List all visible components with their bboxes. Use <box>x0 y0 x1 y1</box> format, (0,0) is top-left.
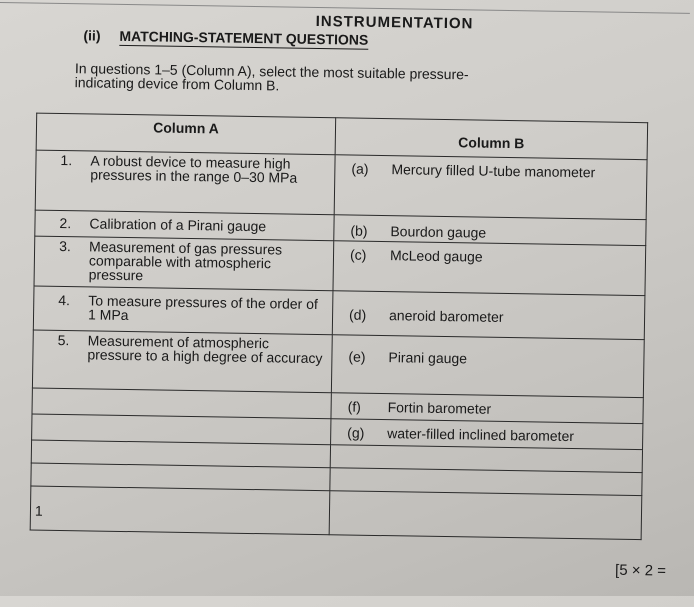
header-rule <box>0 2 690 14</box>
matching-table <box>30 113 648 541</box>
table-row <box>35 150 647 220</box>
question-text: Measurement of gas pressures comparable with atmospheric pressure <box>88 238 283 284</box>
question-text: Calibration of a Pirani gauge <box>89 215 267 235</box>
column-a-header: Column A <box>36 113 336 155</box>
table-row <box>30 486 642 540</box>
column-a-cell <box>32 330 332 393</box>
option-letter: (a) <box>351 160 369 177</box>
option-text: Bourdon gauge <box>390 223 487 241</box>
question-text: Measurement of atmospheric pressure to a high degree of accuracy <box>87 332 323 367</box>
option-letter: (e) <box>348 348 366 365</box>
question-text: To measure pressures of the order of 1 MPa <box>87 292 318 324</box>
column-b-header: Column B <box>335 118 648 160</box>
column-b-cell <box>333 241 646 296</box>
running-title: INSTRUMENTATION <box>315 12 474 33</box>
question-number: 2. <box>59 214 72 232</box>
option-letter: (d) <box>348 306 367 323</box>
option-text: Pirani gauge <box>388 349 468 367</box>
option-text: aneroid barometer <box>388 307 504 325</box>
column-b-cell <box>334 155 647 220</box>
instruction-text: In questions 1–5 (Column A), select the most suitable pressure-indicating device from Column B. <box>74 60 469 94</box>
option-letter: (b) <box>350 222 368 239</box>
option-letter: (g) <box>347 424 365 441</box>
option-text: Mercury filled U-tube manometer <box>391 161 596 181</box>
question-text: A robust device to measure high pressures in the range 0–30 MPa <box>90 152 298 186</box>
column-a-cell <box>30 486 330 535</box>
table-row <box>32 330 644 398</box>
section-title: MATCHING-STATEMENT QUESTIONS <box>119 27 369 48</box>
question-number: 1. <box>60 151 73 169</box>
column-a-cell <box>34 236 334 291</box>
column-a-cell <box>35 150 335 215</box>
option-text: Fortin barometer <box>387 399 492 417</box>
option-text: McLeod gauge <box>389 247 483 265</box>
question-number: 3. <box>59 237 71 255</box>
question-number: 5. <box>57 331 70 349</box>
option-letter: (c) <box>349 246 367 263</box>
blank-row-number: 1 <box>34 502 43 519</box>
column-a-cell <box>33 286 333 335</box>
section-number: (ii) <box>83 27 101 44</box>
question-number: 4. <box>58 291 71 309</box>
column-b-cell <box>331 335 644 398</box>
marks-allocation: [5 × 2 = <box>614 561 667 580</box>
column-b-cell <box>332 291 645 340</box>
column-b-cell <box>329 491 642 540</box>
option-text: water-filled inclined barometer <box>387 425 575 445</box>
option-letter: (f) <box>347 398 362 415</box>
